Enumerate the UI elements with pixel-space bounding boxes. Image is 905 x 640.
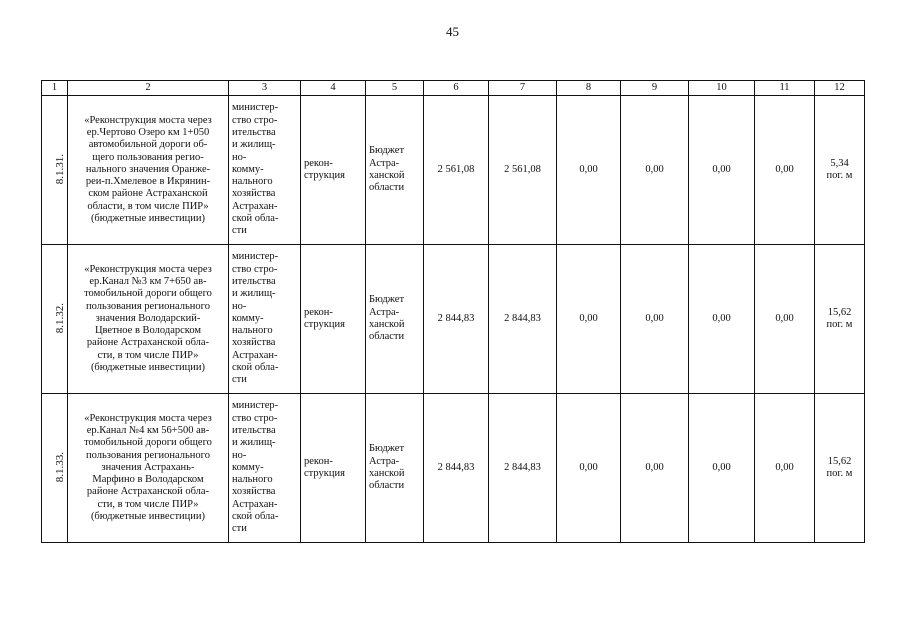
project-name-cell [68, 394, 229, 543]
indicator-value: 15,62 [827, 455, 852, 467]
table-row [42, 394, 865, 543]
amount-cell-7: 2 561,08 [489, 96, 557, 245]
header-cell: 7 [489, 81, 557, 96]
row-number: 8.1.31. [53, 154, 66, 185]
executor-line: сти [232, 374, 247, 386]
amount-cell-11: 0,00 [755, 245, 815, 394]
executor-line: и жилищ- [232, 288, 276, 300]
project-name-line: (бюджетные инвестиции) [90, 213, 206, 225]
executor-line: хозяйства [232, 337, 276, 349]
project-name-line: «Реконструкция моста через [84, 114, 212, 126]
amount-cell-8: 0,00 [557, 96, 621, 245]
work-type-line: рекон- [304, 455, 333, 467]
project-name-line: районе Астраханской обла- [86, 337, 210, 349]
executor-line: ство стро- [232, 114, 278, 126]
executor-line: министер- [232, 102, 279, 114]
indicator-cell [815, 245, 865, 394]
funding-source-line: Астра- [369, 306, 400, 318]
project-name-line: значения Астрахань- [101, 461, 195, 473]
funding-source-line: области [369, 182, 405, 194]
funding-source-line: Бюджет [369, 145, 405, 157]
project-name-line: ском районе Астраханской [88, 188, 208, 200]
table-header-row [42, 81, 865, 96]
project-name-line: Цветное в Володарском [94, 325, 202, 337]
amount-cell-9: 0,00 [621, 245, 689, 394]
row-number-cell [42, 245, 68, 394]
executor-line: ительства [232, 275, 276, 287]
project-name-line: пользования регионального [86, 300, 210, 312]
amount-cell-9: 0,00 [621, 394, 689, 543]
executor-line: нального [232, 474, 273, 486]
amount-cell-9: 0,00 [621, 96, 689, 245]
funding-source-line: Астра- [369, 455, 400, 467]
project-name-line: ер.Канал №3 км 7+650 ав- [89, 275, 207, 287]
amount-cell-11: 0,00 [755, 96, 815, 245]
work-type-cell [301, 245, 366, 394]
executor-line: министер- [232, 251, 279, 263]
indicator-unit: пог. м [826, 319, 853, 330]
funding-source-cell [366, 394, 424, 543]
header-cell: 12 [815, 81, 865, 96]
project-name-line: нального значения Оранже- [85, 163, 211, 175]
amount-cell-10: 0,00 [689, 245, 755, 394]
header-cell: 3 [229, 81, 301, 96]
executor-line: ство стро- [232, 263, 278, 275]
executor-line: ительства [232, 126, 276, 138]
header-cell: 9 [621, 81, 689, 96]
funding-source-line: области [369, 480, 405, 492]
project-name-line: (бюджетные инвестиции) [90, 511, 206, 523]
indicator-unit: пог. м [826, 170, 853, 181]
funding-source-cell [366, 245, 424, 394]
project-name-line: Марфино в Володарском [92, 474, 204, 486]
program-table [41, 80, 865, 543]
header-cell: 6 [424, 81, 489, 96]
header-cell: 10 [689, 81, 755, 96]
executor-line: комму- [232, 163, 264, 175]
executor-line: Астрахан- [232, 349, 278, 361]
table-row [42, 96, 865, 245]
funding-source-line: Бюджет [369, 443, 405, 455]
project-name-line: ер.Чертово Озеро км 1+050 [86, 126, 210, 138]
work-type-line: рекон- [304, 157, 333, 169]
project-name-line: (бюджетные инвестиции) [90, 362, 206, 374]
funding-source-line: ханской [369, 319, 405, 330]
executor-line: нального [232, 325, 273, 337]
funding-source-line: Бюджет [369, 294, 405, 306]
executor-cell [229, 96, 301, 245]
indicator-cell [815, 394, 865, 543]
work-type-line: струкция [304, 170, 345, 181]
amount-cell-6: 2 844,83 [424, 394, 489, 543]
indicator-cell [815, 96, 865, 245]
executor-line: ство стро- [232, 412, 278, 424]
executor-cell [229, 394, 301, 543]
project-name-line: значения Володарский- [95, 312, 201, 324]
project-name-cell [68, 245, 229, 394]
project-name-line: «Реконструкция моста через [84, 263, 212, 275]
work-type-cell [301, 394, 366, 543]
executor-line: и жилищ- [232, 437, 276, 449]
row-number: 8.1.33. [53, 452, 66, 483]
funding-source-line: ханской [369, 468, 405, 479]
executor-line: ской обла- [232, 213, 279, 225]
project-name-line: томобильной дороги общего [84, 288, 212, 300]
amount-cell-10: 0,00 [689, 394, 755, 543]
indicator-value: 5,34 [830, 157, 849, 169]
header-cell: 2 [68, 81, 229, 96]
executor-line: но- [232, 300, 247, 312]
amount-cell-6: 2 844,83 [424, 245, 489, 394]
project-name-cell [68, 96, 229, 245]
project-name-line: автомобильной дороги об- [88, 139, 208, 151]
indicator-unit: пог. м [826, 468, 853, 479]
executor-line: но- [232, 449, 247, 461]
project-name-line: томобильной дороги общего [84, 437, 212, 449]
row-number: 8.1.32. [53, 303, 66, 334]
project-name-line: реи-п.Хмелевое в Икрянин- [85, 176, 211, 188]
project-name-line: «Реконструкция моста через [84, 412, 212, 424]
funding-source-cell [366, 96, 424, 245]
funding-source-line: области [369, 331, 405, 343]
executor-line: и жилищ- [232, 139, 276, 151]
indicator-value: 15,62 [827, 306, 852, 318]
amount-cell-7: 2 844,83 [489, 394, 557, 543]
project-name-line: районе Астраханской обла- [86, 486, 210, 498]
executor-line: нального [232, 176, 273, 188]
executor-line: сти [232, 523, 247, 535]
header-cell: 8 [557, 81, 621, 96]
table-row [42, 245, 865, 394]
work-type-line: струкция [304, 468, 345, 479]
executor-line: ской обла- [232, 362, 279, 374]
amount-cell-8: 0,00 [557, 394, 621, 543]
page-number: 45 [446, 24, 459, 39]
executor-line: ительства [232, 424, 276, 436]
executor-line: Астрахан- [232, 498, 278, 510]
executor-cell [229, 245, 301, 394]
project-name-line: области, в том числе ПИР» [87, 200, 209, 212]
amount-cell-7: 2 844,83 [489, 245, 557, 394]
executor-line: хозяйства [232, 486, 276, 498]
project-name-line: сти, в том числе ПИР» [97, 349, 199, 361]
amount-cell-10: 0,00 [689, 96, 755, 245]
funding-source-line: Астра- [369, 157, 400, 169]
work-type-line: рекон- [304, 306, 333, 318]
header-cell: 11 [755, 81, 815, 96]
row-number-cell [42, 96, 68, 245]
header-cell: 5 [366, 81, 424, 96]
work-type-cell [301, 96, 366, 245]
project-name-line: пользования регионального [86, 449, 210, 461]
row-number-cell [42, 394, 68, 543]
executor-line: сти [232, 225, 247, 237]
work-type-line: струкция [304, 319, 345, 330]
header-cell: 4 [301, 81, 366, 96]
executor-line: хозяйства [232, 188, 276, 200]
executor-line: министер- [232, 400, 279, 412]
executor-line: но- [232, 151, 247, 163]
executor-line: ской обла- [232, 511, 279, 523]
header-cell: 1 [42, 81, 68, 96]
amount-cell-8: 0,00 [557, 245, 621, 394]
project-name-line: сти, в том числе ПИР» [97, 498, 199, 510]
executor-line: комму- [232, 312, 264, 324]
project-name-line: щего пользования регио- [92, 151, 204, 163]
amount-cell-6: 2 561,08 [424, 96, 489, 245]
executor-line: Астрахан- [232, 200, 278, 212]
funding-source-line: ханской [369, 170, 405, 181]
executor-line: комму- [232, 461, 264, 473]
amount-cell-11: 0,00 [755, 394, 815, 543]
project-name-line: ер.Канал №4 км 56+500 ав- [86, 424, 210, 436]
